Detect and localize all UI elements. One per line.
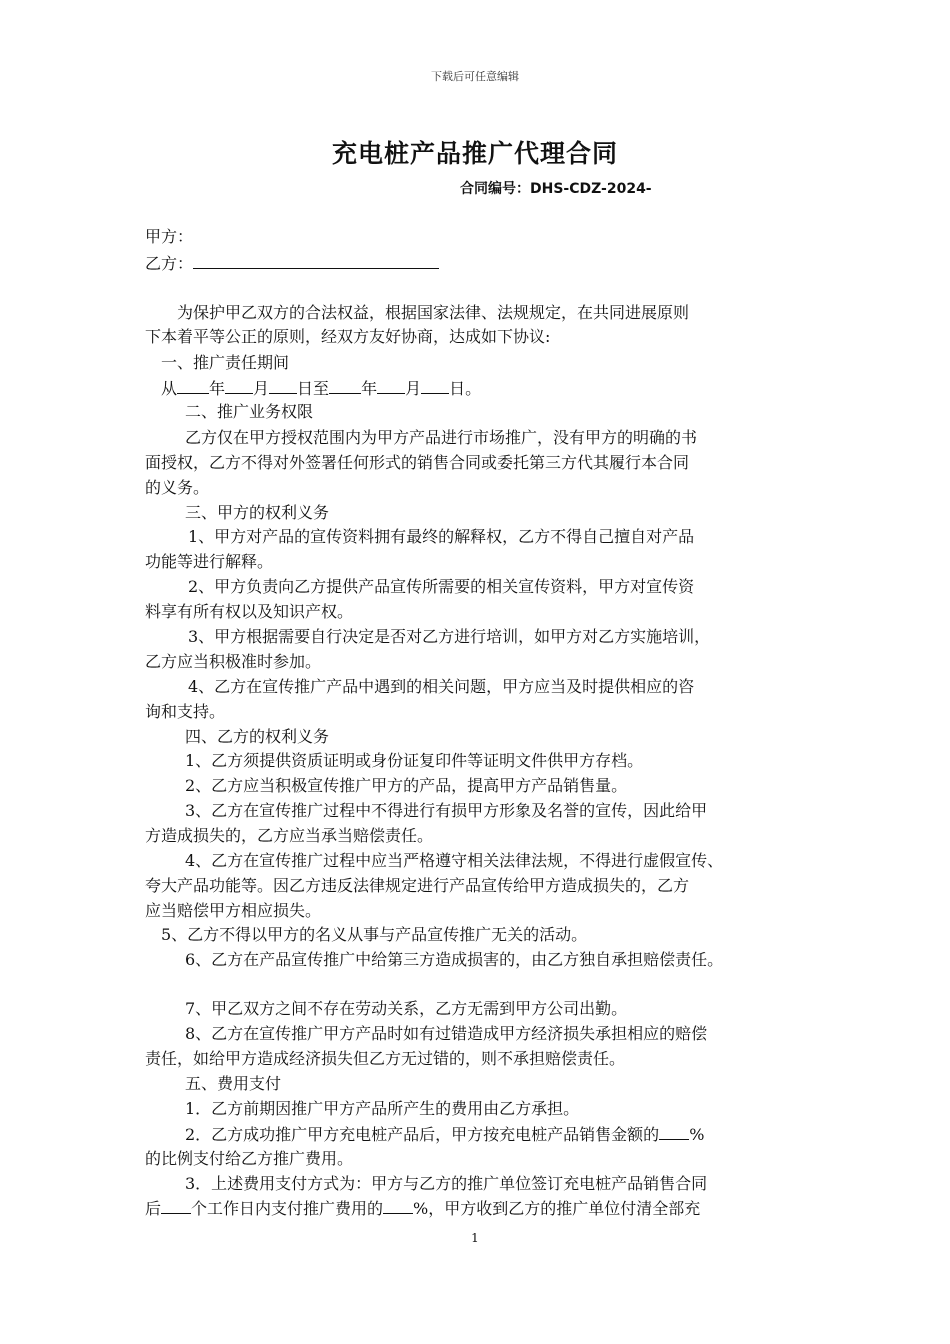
s3-item-4a: 4、乙方在宣传推广产品中遇到的相关问题，甲方应当及时提供相应的咨 <box>188 677 695 696</box>
s5-item-1: 1．乙方前期因推广甲方产品所产生的费用由乙方承担。 <box>185 1099 580 1118</box>
party-a-label: 甲方： <box>145 227 194 246</box>
s4-item-5: 5、乙方不得以甲方的名义从事与产品宣传推广无关的活动。 <box>161 925 588 944</box>
s4-item-3a: 3、乙方在宣传推广过程中不得进行有损甲方形象及名誉的宣传，因此给甲 <box>185 801 708 820</box>
end-month-blank[interactable] <box>377 378 405 394</box>
end-day-blank[interactable] <box>421 378 449 394</box>
s4-item-8b: 责任，如给甲方造成经济损失但乙方无过错的，则不承担赔偿责任。 <box>145 1049 626 1068</box>
s4-item-4b: 夸大产品功能等。因乙方违反法律规定进行产品宣传给甲方造成损失的，乙方 <box>145 876 690 895</box>
s4-item-2: 2、乙方应当积极宣传推广甲方的产品，提高甲方产品销售量。 <box>185 776 628 795</box>
s4-item-7: 7、甲乙双方之间不存在劳动关系，乙方无需到甲方公司出勤。 <box>185 999 628 1018</box>
start-year-blank[interactable] <box>177 378 209 394</box>
s3-item-3a: 3、甲方根据需要自行决定是否对乙方进行培训，如甲方对乙方实施培训， <box>188 627 711 646</box>
s3-item-2a: 2、甲方负责向乙方提供产品宣传所需要的相关宣传资料，甲方对宣传资 <box>188 577 695 596</box>
commission-rate-blank[interactable] <box>659 1124 689 1140</box>
start-day-blank[interactable] <box>269 378 297 394</box>
party-b-blank[interactable] <box>193 253 439 269</box>
s4-item-4a: 4、乙方在宣传推广过程中应当严格遵守相关法律法规，不得进行虚假宣传、 <box>185 851 724 870</box>
s3-item-1b: 功能等进行解释。 <box>145 552 274 571</box>
document-title: 充电桩产品推广代理合同 <box>331 139 618 168</box>
intro-line-1: 为保护甲乙双方的合法权益，根据国家法律、法规规定，在共同进展原则 <box>177 303 690 322</box>
section-4-heading: 四、乙方的权利义务 <box>185 727 330 746</box>
s2-para-line-2: 面授权，乙方不得对外签署任何形式的销售合同或委托第三方代其履行本合同 <box>145 453 690 472</box>
section-1-heading: 一、推广责任期间 <box>161 353 290 372</box>
s3-item-4b: 询和支持。 <box>145 702 226 721</box>
s5-item-3a: 3．上述费用支付方式为：甲方与乙方的推广单位签订充电桩产品销售合同 <box>185 1174 708 1193</box>
workdays-blank[interactable] <box>161 1198 191 1214</box>
s3-item-3b: 乙方应当积极准时参加。 <box>145 652 322 671</box>
s4-item-3b: 方造成损失的，乙方应当承当赔偿责任。 <box>145 826 434 845</box>
period-line: 从 年 月 日至 年 月 日。 <box>161 379 482 398</box>
s5-item-2a: 2．乙方成功推广甲方充电桩产品后，甲方按充电桩产品销售金额的 % <box>185 1125 705 1144</box>
s2-para-line-1: 乙方仅在甲方授权范围内为甲方产品进行市场推广，没有甲方的明确的书 <box>185 428 698 447</box>
section-5-heading: 五、费用支付 <box>185 1074 282 1093</box>
intro-line-2: 下本着平等公正的原则，经双方友好协商，达成如下协议: <box>145 327 551 346</box>
s5-item-3b: 后 个工作日内支付推广费用的 %，甲方收到乙方的推广单位付清全部充 <box>145 1199 701 1218</box>
s5-item-2b: 的比例支付给乙方推广费用。 <box>145 1149 354 1168</box>
end-year-blank[interactable] <box>329 378 361 394</box>
header-note: 下载后可任意编辑 <box>431 70 519 83</box>
page-number: 1 <box>471 1231 479 1245</box>
s4-item-8a: 8、乙方在宣传推广甲方产品时如有过错造成甲方经济损失承担相应的赔偿 <box>185 1024 708 1043</box>
start-month-blank[interactable] <box>225 378 253 394</box>
s4-item-6: 6、乙方在产品宣传推广中给第三方造成损害的，由乙方独自承担赔偿责任。 <box>185 950 724 969</box>
s3-item-2b: 料享有所有权以及知识产权。 <box>145 602 354 621</box>
s4-item-4c: 应当赔偿甲方相应损失。 <box>145 901 322 920</box>
party-b-line <box>145 253 439 274</box>
contract-number: 合同编号：DHS-CDZ-2024- <box>460 181 652 197</box>
s2-para-line-3: 的义务。 <box>145 478 210 497</box>
s4-item-1: 1、乙方须提供资质证明或身份证复印件等证明文件供甲方存档。 <box>185 751 644 770</box>
section-3-heading: 三、甲方的权利义务 <box>185 503 330 522</box>
s3-item-1a: 1、甲方对产品的宣传资料拥有最终的解释权，乙方不得自己擅自对产品 <box>188 527 695 546</box>
section-2-heading: 二、推广业务权限 <box>185 402 314 421</box>
payment-percent-blank[interactable] <box>383 1198 413 1214</box>
party-b-label: 乙方： <box>145 254 194 273</box>
